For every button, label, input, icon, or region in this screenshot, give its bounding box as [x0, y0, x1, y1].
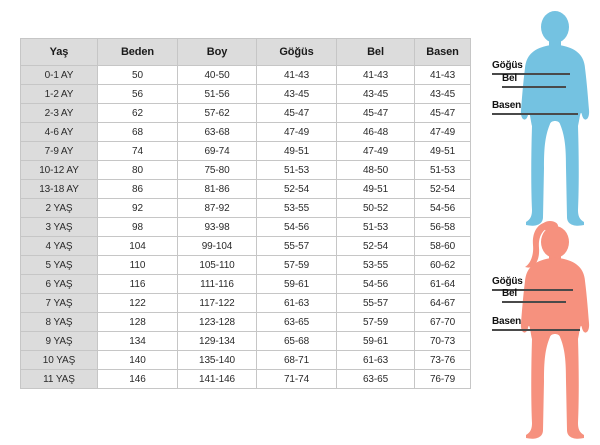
table-header-row — [21, 39, 471, 66]
size-cell: 51-56 — [178, 85, 257, 104]
size-table-container — [20, 38, 471, 389]
table-row — [21, 161, 471, 180]
size-cell: 47-49 — [337, 142, 415, 161]
size-cell: 129-134 — [178, 332, 257, 351]
table-row — [21, 275, 471, 294]
size-cell: 56 — [98, 85, 178, 104]
size-cell: 43-45 — [415, 85, 471, 104]
size-cell: 58-60 — [415, 237, 471, 256]
size-cell: 123-128 — [178, 313, 257, 332]
size-cell: 64-67 — [415, 294, 471, 313]
size-cell: 128 — [98, 313, 178, 332]
size-cell: 45-47 — [337, 104, 415, 123]
size-cell: 86 — [98, 180, 178, 199]
size-cell: 51-53 — [415, 161, 471, 180]
size-cell: 50-52 — [337, 199, 415, 218]
size-cell: 98 — [98, 218, 178, 237]
size-cell: 74 — [98, 142, 178, 161]
size-cell: 62 — [98, 104, 178, 123]
header-cell: Göğüs — [257, 39, 337, 66]
size-cell: 41-43 — [257, 66, 337, 85]
table-row — [21, 199, 471, 218]
header-cell: Boy — [178, 39, 257, 66]
size-cell: 76-79 — [415, 370, 471, 389]
size-cell: 68 — [98, 123, 178, 142]
age-cell: 10 YAŞ — [21, 351, 98, 370]
size-cell: 48-50 — [337, 161, 415, 180]
size-cell: 70-73 — [415, 332, 471, 351]
size-cell: 73-76 — [415, 351, 471, 370]
size-cell: 65-68 — [257, 332, 337, 351]
header-cell: Basen — [415, 39, 471, 66]
header-cell: Beden — [98, 39, 178, 66]
size-cell: 59-61 — [257, 275, 337, 294]
size-cell: 41-43 — [415, 66, 471, 85]
age-cell: 1-2 AY — [21, 85, 98, 104]
size-cell: 146 — [98, 370, 178, 389]
size-table — [20, 38, 471, 389]
size-cell: 59-61 — [337, 332, 415, 351]
size-cell: 92 — [98, 199, 178, 218]
size-cell: 57-62 — [178, 104, 257, 123]
size-cell: 63-65 — [257, 313, 337, 332]
size-cell: 54-56 — [257, 218, 337, 237]
size-cell: 61-64 — [415, 275, 471, 294]
size-cell: 93-98 — [178, 218, 257, 237]
size-cell: 41-43 — [337, 66, 415, 85]
size-cell: 46-48 — [337, 123, 415, 142]
size-cell: 51-53 — [257, 161, 337, 180]
size-cell: 63-68 — [178, 123, 257, 142]
size-cell: 122 — [98, 294, 178, 313]
size-cell: 63-65 — [337, 370, 415, 389]
size-cell: 51-53 — [337, 218, 415, 237]
size-cell: 43-45 — [337, 85, 415, 104]
size-cell: 47-49 — [257, 123, 337, 142]
size-cell: 57-59 — [257, 256, 337, 275]
size-cell: 53-55 — [257, 199, 337, 218]
size-cell: 56-58 — [415, 218, 471, 237]
size-cell: 50 — [98, 66, 178, 85]
girl-waist-measure-label: Bel — [502, 288, 566, 303]
age-cell: 0-1 AY — [21, 66, 98, 85]
age-cell: 5 YAŞ — [21, 256, 98, 275]
size-cell: 75-80 — [178, 161, 257, 180]
size-cell: 69-74 — [178, 142, 257, 161]
size-cell: 134 — [98, 332, 178, 351]
table-row — [21, 180, 471, 199]
age-cell: 6 YAŞ — [21, 275, 98, 294]
age-cell: 9 YAŞ — [21, 332, 98, 351]
size-cell: 105-110 — [178, 256, 257, 275]
age-cell: 10-12 AY — [21, 161, 98, 180]
size-cell: 117-122 — [178, 294, 257, 313]
size-table-body — [21, 66, 471, 389]
size-cell: 55-57 — [257, 237, 337, 256]
size-cell: 141-146 — [178, 370, 257, 389]
table-row — [21, 294, 471, 313]
age-cell: 4-6 AY — [21, 123, 98, 142]
size-cell: 99-104 — [178, 237, 257, 256]
age-cell: 7-9 AY — [21, 142, 98, 161]
size-cell: 53-55 — [337, 256, 415, 275]
girl-chest-measure-label: Göğüs — [492, 276, 573, 291]
table-row — [21, 142, 471, 161]
age-cell: 8 YAŞ — [21, 313, 98, 332]
size-cell: 57-59 — [337, 313, 415, 332]
size-cell: 140 — [98, 351, 178, 370]
size-cell: 61-63 — [257, 294, 337, 313]
header-cell: Bel — [337, 39, 415, 66]
size-cell: 52-54 — [415, 180, 471, 199]
size-cell: 67-70 — [415, 313, 471, 332]
table-row — [21, 66, 471, 85]
table-row — [21, 104, 471, 123]
size-cell: 49-51 — [257, 142, 337, 161]
table-row — [21, 351, 471, 370]
age-cell: 3 YAŞ — [21, 218, 98, 237]
age-cell: 4 YAŞ — [21, 237, 98, 256]
size-cell: 55-57 — [337, 294, 415, 313]
table-row — [21, 218, 471, 237]
size-cell: 80 — [98, 161, 178, 180]
size-cell: 54-56 — [415, 199, 471, 218]
boy-chest-measure-label: Göğüs — [492, 60, 570, 75]
table-row — [21, 313, 471, 332]
age-cell: 11 YAŞ — [21, 370, 98, 389]
age-cell: 2 YAŞ — [21, 199, 98, 218]
table-row — [21, 256, 471, 275]
age-cell: 2-3 AY — [21, 104, 98, 123]
table-row — [21, 123, 471, 142]
size-cell: 81-86 — [178, 180, 257, 199]
size-cell: 61-63 — [337, 351, 415, 370]
size-cell: 71-74 — [257, 370, 337, 389]
girl-hip-measure-label: Basen — [492, 316, 580, 331]
size-cell: 60-62 — [415, 256, 471, 275]
boy-waist-measure-label: Bel — [502, 73, 566, 88]
size-cell: 116 — [98, 275, 178, 294]
table-row — [21, 332, 471, 351]
table-row — [21, 85, 471, 104]
size-cell: 135-140 — [178, 351, 257, 370]
size-cell: 52-54 — [337, 237, 415, 256]
boy-silhouette-svg — [517, 8, 595, 230]
age-cell: 7 YAŞ — [21, 294, 98, 313]
size-cell: 49-51 — [337, 180, 415, 199]
table-row — [21, 237, 471, 256]
size-cell: 110 — [98, 256, 178, 275]
boy-hip-measure-label: Basen — [492, 100, 578, 115]
size-cell: 111-116 — [178, 275, 257, 294]
size-cell: 40-50 — [178, 66, 257, 85]
header-cell: Yaş — [21, 39, 98, 66]
size-cell: 45-47 — [415, 104, 471, 123]
size-cell: 47-49 — [415, 123, 471, 142]
size-cell: 49-51 — [415, 142, 471, 161]
size-cell: 104 — [98, 237, 178, 256]
girl-silhouette-svg — [517, 221, 595, 441]
boy-body-shape — [521, 11, 589, 226]
age-cell: 13-18 AY — [21, 180, 98, 199]
size-cell: 68-71 — [257, 351, 337, 370]
size-cell: 54-56 — [337, 275, 415, 294]
size-cell: 52-54 — [257, 180, 337, 199]
table-row — [21, 370, 471, 389]
size-cell: 45-47 — [257, 104, 337, 123]
size-cell: 43-45 — [257, 85, 337, 104]
size-cell: 87-92 — [178, 199, 257, 218]
